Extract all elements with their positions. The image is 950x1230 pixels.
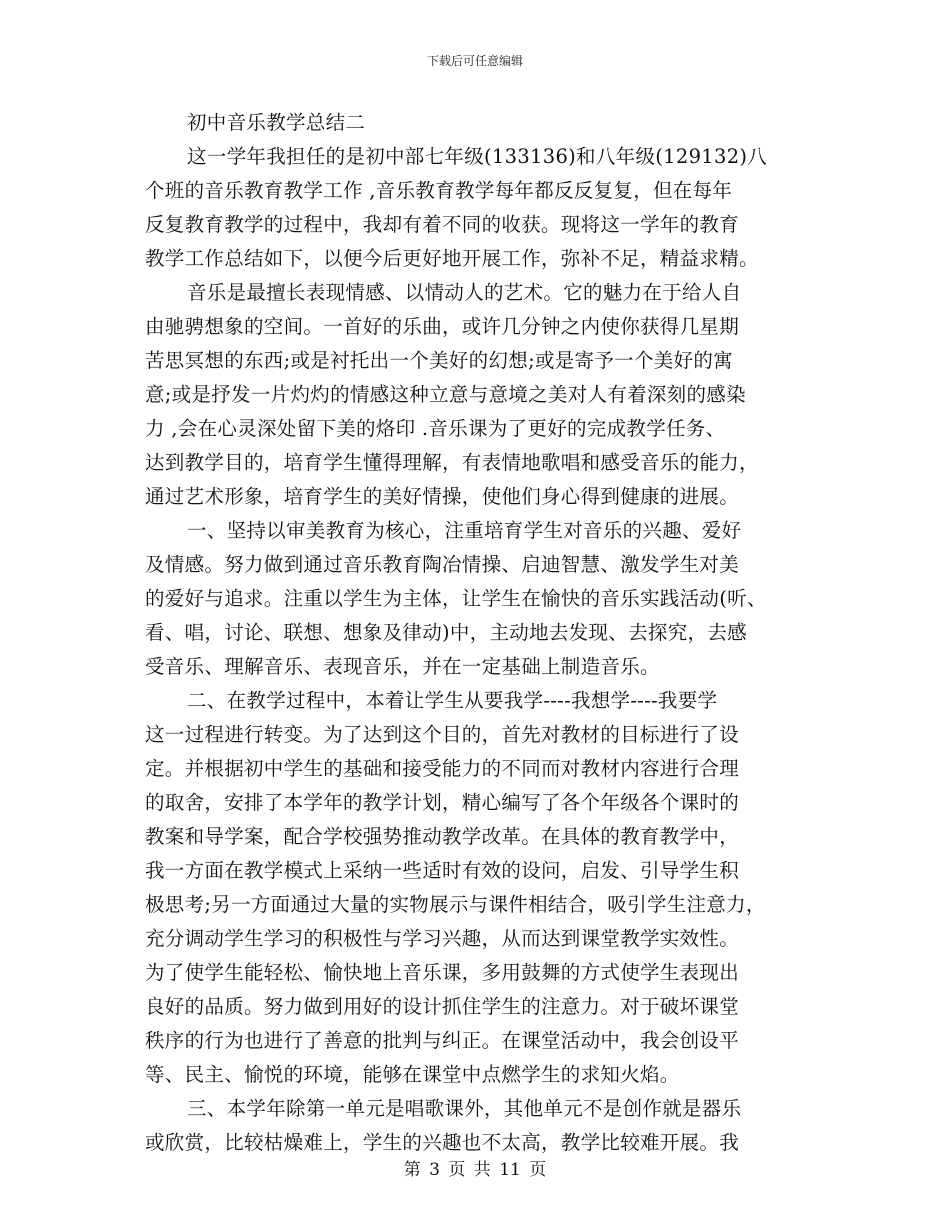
page-footer: 第 3 页 共 11 页 xyxy=(403,1160,547,1180)
text-line: 看、唱，讨论、联想、想象及律动)中，主动地去发现、去探究，去感 xyxy=(145,621,747,644)
text-line: 等、民主、愉悦的环境，能够在课堂中点燃学生的求知火焰。 xyxy=(145,1063,680,1086)
text-line: 意;或是抒发一片灼灼的情感这种立意与意境之美对人有着深刻的感染 xyxy=(145,383,746,406)
document-body xyxy=(145,106,815,1160)
text-line: 我一方面在教学模式上采纳一些适时有效的设问，启发、引导学生积 xyxy=(145,859,740,882)
text-line: 三、本学年除第一单元是唱歌课外，其他单元不是创作就是器乐 xyxy=(187,1097,742,1120)
text-line: 教案和导学案，配合学校强势推动教学改革。在具体的教育教学中， xyxy=(145,825,740,848)
page-header: 下载后可任意编辑 xyxy=(426,54,523,68)
text-line: 个班的音乐教育教学工作 ,音乐教育教学每年都反反复复，但在每年 xyxy=(145,179,733,202)
text-line: 这一过程进行转变。为了达到这个目的，首先对教材的目标进行了设 xyxy=(145,723,740,746)
text-line: 达到教学目的，培育学生懂得理解，有表情地歌唱和感受音乐的能力， xyxy=(145,451,759,474)
text-line: 由驰骋想象的空间。一首好的乐曲，或许几分钟之内使你获得几星期 xyxy=(145,315,740,338)
text-line: 及情感。努力做到通过音乐教育陶冶情操、启迪智慧、激发学生对美 xyxy=(145,553,740,576)
text-line: 苦思冥想的东西;或是衬托出一个美好的幻想;或是寄予一个美好的寓 xyxy=(145,349,733,372)
text-line: 或欣赏，比较枯燥难上，学生的兴趣也不太高，教学比较难开展。我 xyxy=(145,1131,740,1154)
text-line: 这一学年我担任的是初中部七年级(133136)和八年级(129132)八 xyxy=(187,145,768,168)
text-line: 定。并根据初中学生的基础和接受能力的不同而对教材内容进行合理 xyxy=(145,757,740,780)
text-line: 秩序的行为也进行了善意的批判与纠正。在课堂活动中，我会创设平 xyxy=(145,1029,740,1052)
text-line: 音乐是最擅长表现情感、以情动人的艺术。它的魅力在于给人自 xyxy=(187,281,742,304)
text-line: 二、在教学过程中，本着让学生从要我学----我想学----我要学 xyxy=(187,689,718,712)
text-line: 的取舍，安排了本学年的教学计划，精心编写了各个年级各个课时的 xyxy=(145,791,740,814)
text-line: 一、坚持以审美教育为核心，注重培育学生对音乐的兴趣、爱好 xyxy=(187,519,742,542)
text-line: 力 ,会在心灵深处留下美的烙印 .音乐课为了更好的完成教学任务、 xyxy=(145,417,726,440)
text-line: 充分调动学生学习的积极性与学习兴趣，从而达到课堂教学实效性。 xyxy=(145,927,740,950)
text-line: 良好的品质。努力做到用好的设计抓住学生的注意力。对于破坏课堂 xyxy=(145,995,740,1018)
text-line: 教学工作总结如下，以便今后更好地开展工作，弥补不足，精益求精。 xyxy=(145,247,759,270)
text-line: 反复教育教学的过程中，我却有着不同的收获。现将这一学年的教育 xyxy=(145,213,740,236)
text-line: 初中音乐教学总结二 xyxy=(187,111,366,134)
text-line: 通过艺术形象，培育学生的美好情操，使他们身心得到健康的进展。 xyxy=(145,485,740,508)
text-line: 极思考;另一方面通过大量的实物展示与课件相结合，吸引学生注意力， xyxy=(145,893,766,916)
text-line: 受音乐、理解音乐、表现音乐，并在一定基础上制造音乐。 xyxy=(145,655,660,678)
text-line: 的爱好与追求。注重以学生为主体，让学生在愉快的音乐实践活动(听、 xyxy=(145,587,767,610)
text-line: 为了使学生能轻松、愉快地上音乐课，多用鼓舞的方式使学生表现出 xyxy=(145,961,740,984)
